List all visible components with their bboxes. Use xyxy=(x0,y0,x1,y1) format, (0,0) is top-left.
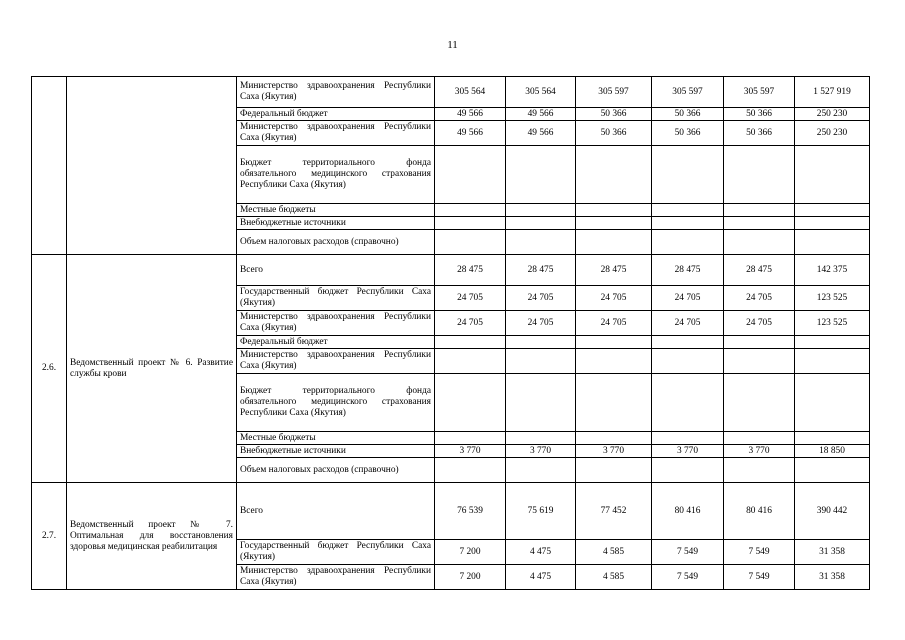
total-value-cell xyxy=(795,336,870,349)
year-value-cell: 24 705 xyxy=(652,311,724,336)
year-value-cell xyxy=(435,204,506,217)
year-value-cell xyxy=(576,336,652,349)
funding-source-cell: Объем налоговых расходов (справочно) xyxy=(237,230,435,255)
year-value-cell xyxy=(652,432,724,445)
year-value-cell: 24 705 xyxy=(576,311,652,336)
year-value-cell: 305 564 xyxy=(435,77,506,108)
year-value-cell xyxy=(435,146,506,204)
funding-source-cell: Внебюджетные источники xyxy=(237,445,435,458)
total-value-cell xyxy=(795,432,870,445)
year-value-cell: 4 585 xyxy=(576,565,652,590)
year-value-cell xyxy=(435,349,506,374)
funding-source-cell: Государственный бюджет Республики Саха (Якутия) xyxy=(237,286,435,311)
total-value-cell xyxy=(795,349,870,374)
year-value-cell: 50 366 xyxy=(724,121,795,146)
funding-source-cell: Государственный бюджет Республики Саха (Якутия) xyxy=(237,540,435,565)
year-value-cell: 7 549 xyxy=(652,565,724,590)
year-value-cell xyxy=(435,432,506,445)
year-value-cell xyxy=(652,336,724,349)
total-value-cell: 31 358 xyxy=(795,565,870,590)
year-value-cell: 3 770 xyxy=(652,445,724,458)
funding-source-cell: Министерство здравоохранения Республики Саха (Якутия) xyxy=(237,121,435,146)
funding-source-cell: Внебюджетные источники xyxy=(237,217,435,230)
year-value-cell xyxy=(652,349,724,374)
table-row xyxy=(32,483,870,540)
year-value-cell xyxy=(724,349,795,374)
project-code-cell xyxy=(32,77,67,255)
year-value-cell xyxy=(506,349,576,374)
funding-source-cell: Министерство здравоохранения Республики Саха (Якутия) xyxy=(237,565,435,590)
total-value-cell xyxy=(795,230,870,255)
year-value-cell xyxy=(576,458,652,483)
total-value-cell xyxy=(795,146,870,204)
year-value-cell: 49 566 xyxy=(506,108,576,121)
year-value-cell: 24 705 xyxy=(506,311,576,336)
year-value-cell: 7 549 xyxy=(652,540,724,565)
year-value-cell: 77 452 xyxy=(576,483,652,540)
funding-source-cell: Министерство здравоохранения Республики Саха (Якутия) xyxy=(237,349,435,374)
year-value-cell: 305 597 xyxy=(576,77,652,108)
year-value-cell xyxy=(652,146,724,204)
year-value-cell xyxy=(724,374,795,432)
project-code-cell: 2.6. xyxy=(32,255,67,483)
year-value-cell: 28 475 xyxy=(652,255,724,286)
year-value-cell xyxy=(506,146,576,204)
year-value-cell xyxy=(435,336,506,349)
year-value-cell: 7 200 xyxy=(435,540,506,565)
total-value-cell xyxy=(795,204,870,217)
project-name-cell xyxy=(67,77,237,255)
year-value-cell: 7 200 xyxy=(435,565,506,590)
funding-source-cell: Министерство здравоохранения Республики Саха (Якутия) xyxy=(237,311,435,336)
funding-source-cell: Бюджет территориального фонда обязательного медицинского страхования Республики Саха (Якутия) xyxy=(237,146,435,204)
year-value-cell: 49 566 xyxy=(506,121,576,146)
year-value-cell xyxy=(435,458,506,483)
year-value-cell: 49 566 xyxy=(435,121,506,146)
year-value-cell: 7 549 xyxy=(724,565,795,590)
year-value-cell xyxy=(576,374,652,432)
year-value-cell xyxy=(435,374,506,432)
funding-source-cell: Местные бюджеты xyxy=(237,432,435,445)
year-value-cell: 24 705 xyxy=(506,286,576,311)
year-value-cell xyxy=(724,217,795,230)
year-value-cell: 3 770 xyxy=(506,445,576,458)
year-value-cell xyxy=(724,432,795,445)
year-value-cell: 24 705 xyxy=(576,286,652,311)
year-value-cell: 24 705 xyxy=(652,286,724,311)
year-value-cell xyxy=(506,204,576,217)
table-row xyxy=(32,255,870,286)
year-value-cell xyxy=(652,374,724,432)
year-value-cell xyxy=(576,204,652,217)
year-value-cell: 50 366 xyxy=(652,121,724,146)
year-value-cell: 50 366 xyxy=(652,108,724,121)
year-value-cell xyxy=(576,217,652,230)
year-value-cell: 28 475 xyxy=(506,255,576,286)
year-value-cell: 50 366 xyxy=(724,108,795,121)
total-value-cell: 18 850 xyxy=(795,445,870,458)
year-value-cell: 80 416 xyxy=(724,483,795,540)
year-value-cell: 49 566 xyxy=(435,108,506,121)
total-value-cell xyxy=(795,458,870,483)
total-value-cell: 250 230 xyxy=(795,121,870,146)
year-value-cell xyxy=(576,349,652,374)
year-value-cell xyxy=(576,230,652,255)
funding-source-cell: Местные бюджеты xyxy=(237,204,435,217)
year-value-cell xyxy=(506,458,576,483)
year-value-cell: 50 366 xyxy=(576,108,652,121)
year-value-cell xyxy=(724,458,795,483)
year-value-cell xyxy=(652,204,724,217)
project-name-cell: Ведомственный проект № 7. Оптимальная для восстановления здоровья медицинская реабилитация xyxy=(67,483,237,590)
table-row xyxy=(32,77,870,108)
year-value-cell xyxy=(724,146,795,204)
funding-source-cell: Министерство здравоохранения Республики Саха (Якутия) xyxy=(237,77,435,108)
year-value-cell xyxy=(506,336,576,349)
year-value-cell: 3 770 xyxy=(724,445,795,458)
year-value-cell xyxy=(506,217,576,230)
year-value-cell: 28 475 xyxy=(724,255,795,286)
year-value-cell xyxy=(506,230,576,255)
year-value-cell: 50 366 xyxy=(576,121,652,146)
year-value-cell: 80 416 xyxy=(652,483,724,540)
year-value-cell xyxy=(506,374,576,432)
year-value-cell: 4 585 xyxy=(576,540,652,565)
total-value-cell: 250 230 xyxy=(795,108,870,121)
year-value-cell xyxy=(652,217,724,230)
total-value-cell xyxy=(795,374,870,432)
year-value-cell: 28 475 xyxy=(435,255,506,286)
year-value-cell xyxy=(724,336,795,349)
year-value-cell: 24 705 xyxy=(724,311,795,336)
year-value-cell: 305 564 xyxy=(506,77,576,108)
year-value-cell: 4 475 xyxy=(506,540,576,565)
funding-source-cell: Бюджет территориального фонда обязательного медицинского страхования Республики Саха (Якутия) xyxy=(237,374,435,432)
budget-table xyxy=(31,76,870,590)
total-value-cell: 390 442 xyxy=(795,483,870,540)
funding-source-cell: Федеральный бюджет xyxy=(237,336,435,349)
year-value-cell xyxy=(506,432,576,445)
year-value-cell xyxy=(724,230,795,255)
project-code-cell: 2.7. xyxy=(32,483,67,590)
total-value-cell: 123 525 xyxy=(795,311,870,336)
year-value-cell: 75 619 xyxy=(506,483,576,540)
year-value-cell: 305 597 xyxy=(724,77,795,108)
funding-source-cell: Всего xyxy=(237,483,435,540)
funding-source-cell: Всего xyxy=(237,255,435,286)
total-value-cell: 142 375 xyxy=(795,255,870,286)
year-value-cell: 28 475 xyxy=(576,255,652,286)
year-value-cell: 7 549 xyxy=(724,540,795,565)
funding-source-cell: Федеральный бюджет xyxy=(237,108,435,121)
year-value-cell xyxy=(652,458,724,483)
year-value-cell xyxy=(576,146,652,204)
year-value-cell: 305 597 xyxy=(652,77,724,108)
year-value-cell xyxy=(724,204,795,217)
total-value-cell: 1 527 919 xyxy=(795,77,870,108)
project-name-cell: Ведомственный проект № 6. Развитие службы крови xyxy=(67,255,237,483)
year-value-cell: 4 475 xyxy=(506,565,576,590)
total-value-cell xyxy=(795,217,870,230)
year-value-cell: 76 539 xyxy=(435,483,506,540)
page-number: 11 xyxy=(447,39,458,51)
year-value-cell xyxy=(652,230,724,255)
total-value-cell: 123 525 xyxy=(795,286,870,311)
year-value-cell: 24 705 xyxy=(724,286,795,311)
year-value-cell xyxy=(576,432,652,445)
year-value-cell: 3 770 xyxy=(435,445,506,458)
year-value-cell: 24 705 xyxy=(435,311,506,336)
total-value-cell: 31 358 xyxy=(795,540,870,565)
year-value-cell: 24 705 xyxy=(435,286,506,311)
funding-source-cell: Объем налоговых расходов (справочно) xyxy=(237,458,435,483)
year-value-cell: 3 770 xyxy=(576,445,652,458)
year-value-cell xyxy=(435,230,506,255)
year-value-cell xyxy=(435,217,506,230)
